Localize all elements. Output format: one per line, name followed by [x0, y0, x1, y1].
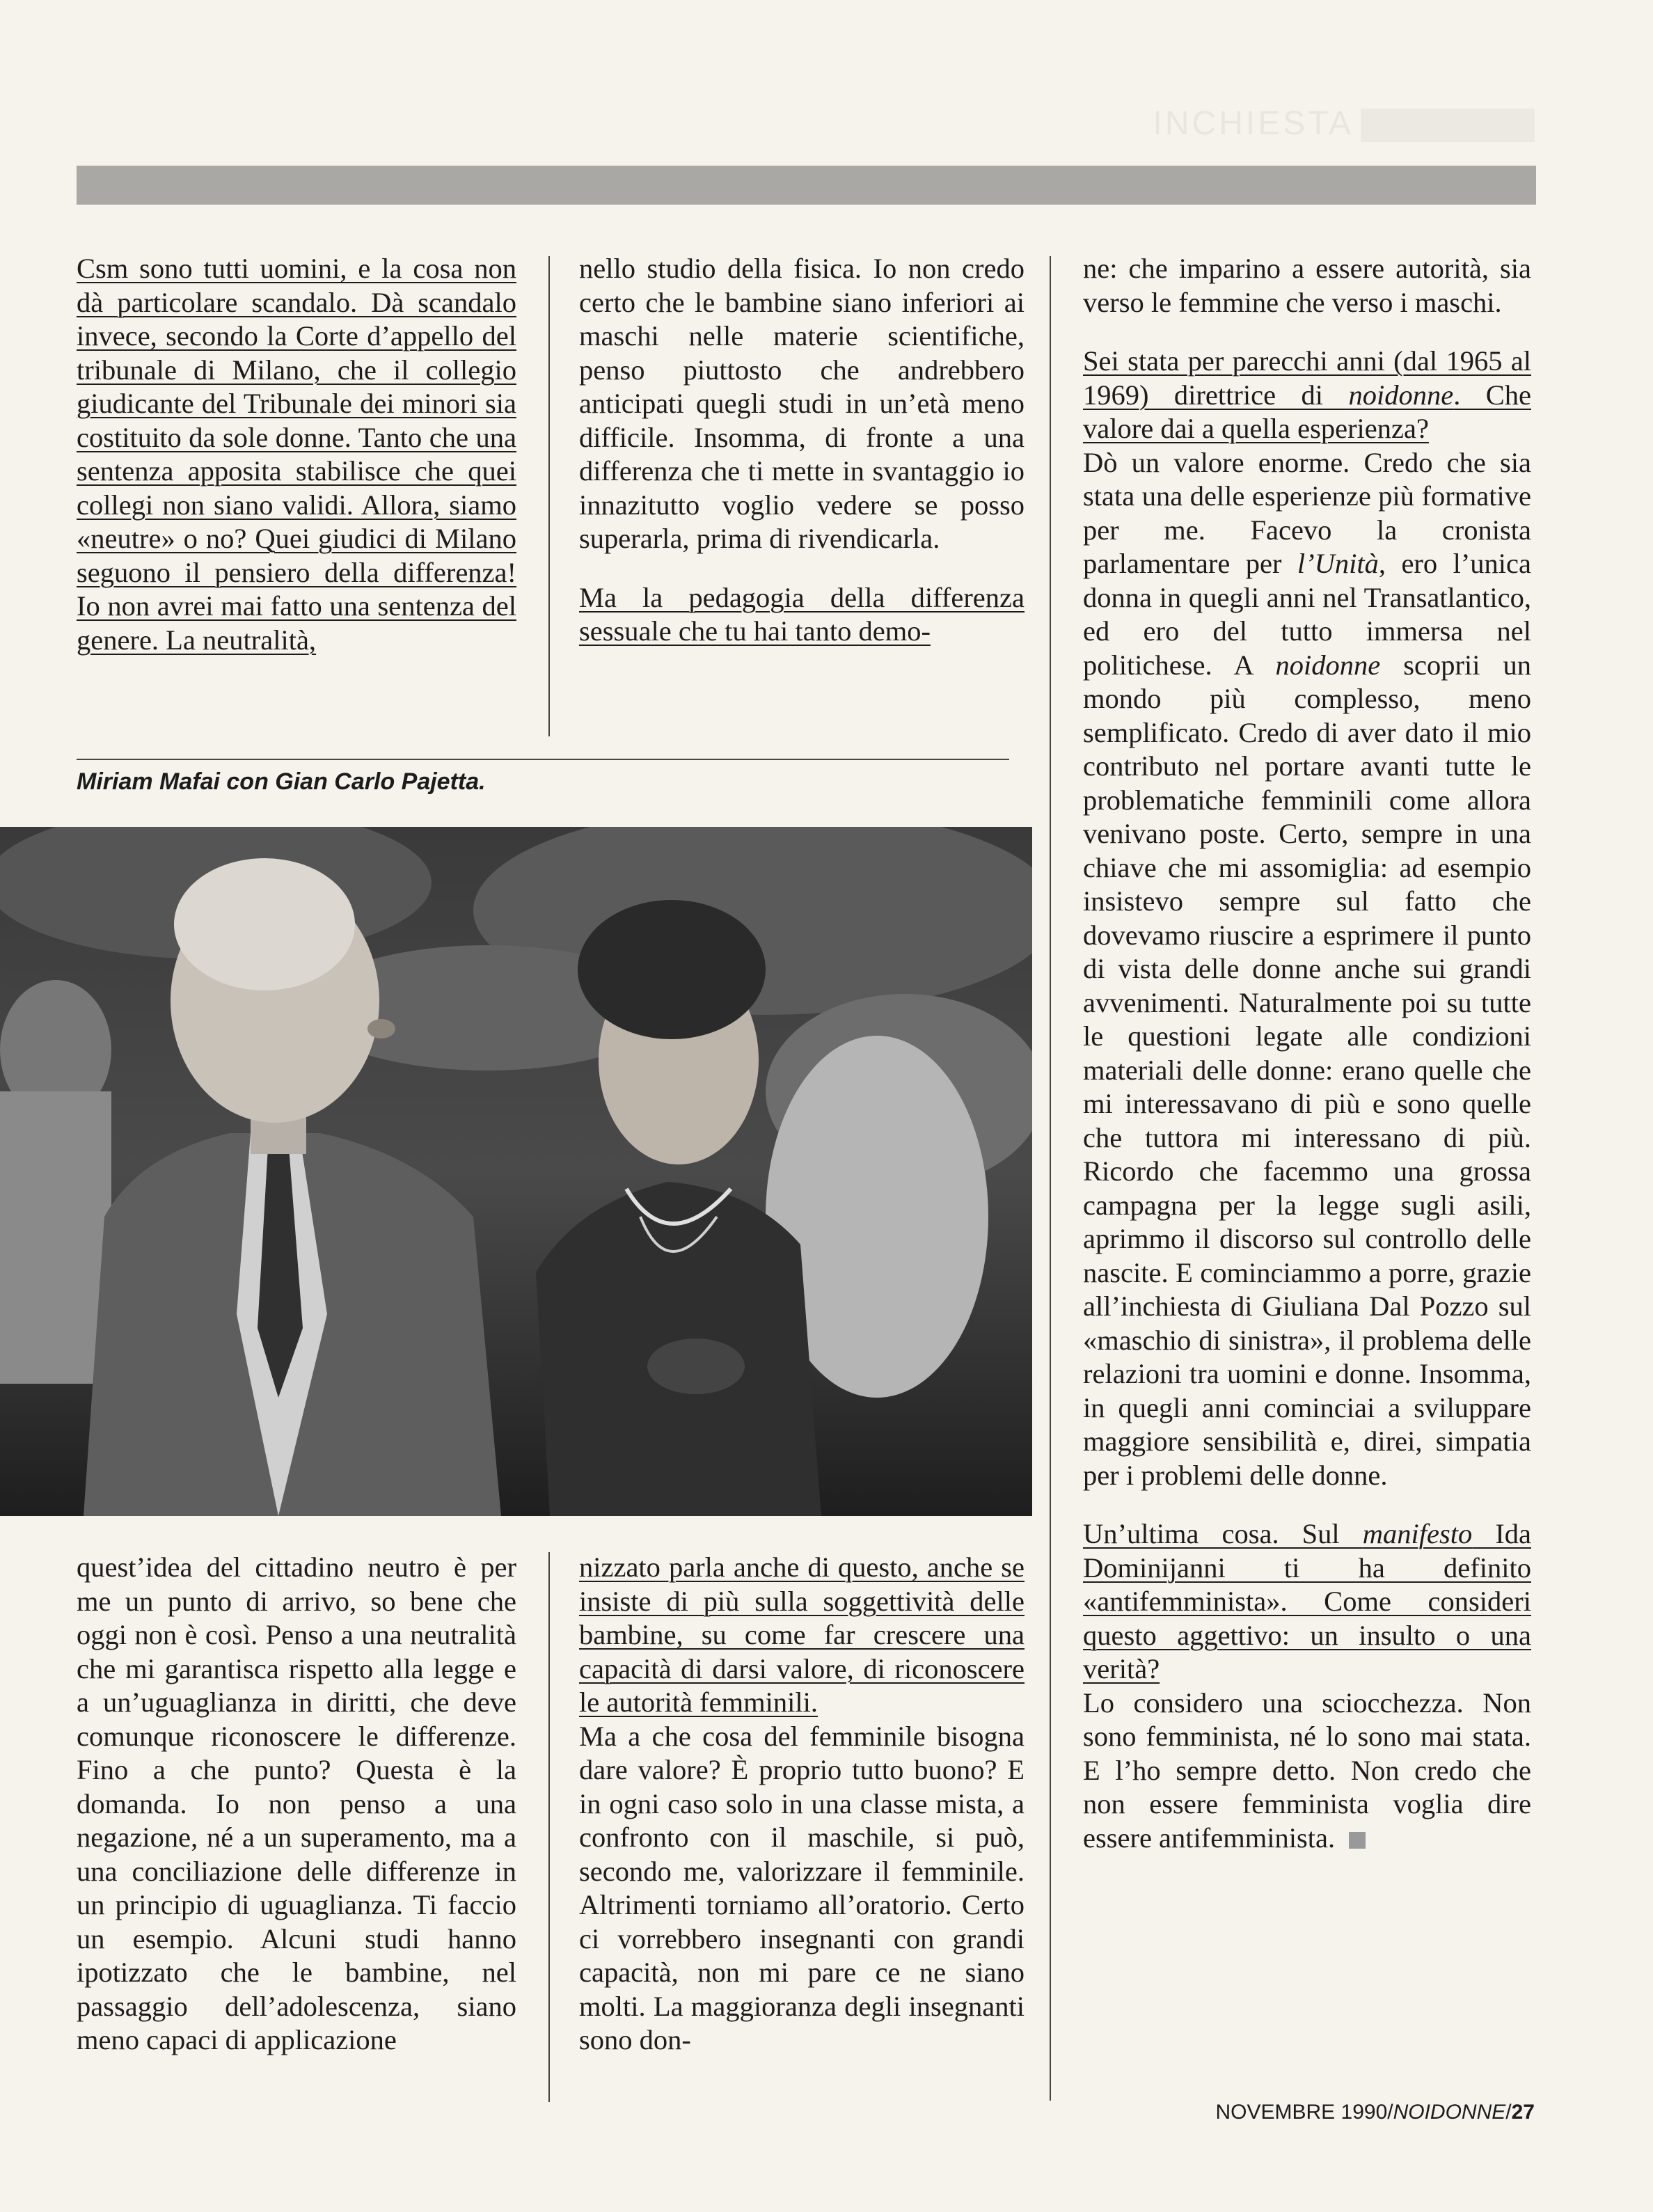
magazine-title: noidonne [1348, 379, 1454, 411]
section-header-ghost [1006, 104, 1535, 146]
answer-paragraph: nello studio della fisica. Io non credo certo che le bambine siano inferiori ai maschi nelle materie scientifiche, penso piuttosto che andrebbero anticipati quegli studi in un’età meno difficile. Insomma, di fronte a una differenza che ti mette in svantaggio io innazitutto voglio vedere se posso superarla, prima di rivendicarla. [579, 253, 1025, 554]
photo-caption: Miriam Mafai con Gian Carlo Pajetta. [77, 759, 1009, 796]
question-paragraph: Ma la pedagogia della differenza sessuale che tu hai tanto demo- [579, 581, 1025, 647]
answer-text: Dò un valore enorme. Credo che sia stata una delle esperienze più formative per me. Facevo la cronista parlamentare per [1083, 446, 1531, 579]
question-text: Ida Dominijanni ti ha definito «antifemminista». Come consideri questo aggettivo: un insulto o una verità? [1083, 1518, 1531, 1684]
header-band [77, 166, 1536, 205]
column-rule [1050, 256, 1051, 2101]
question-text: Un’ultima cosa. Sul [1083, 1518, 1363, 1549]
answer-text: Lo considero una sciocchezza. Non sono femminista, né lo sono mai stata. E l’ho sempre detto. Non credo che non essere femminista voglia dire essere antifemminista. [1083, 1686, 1531, 1854]
photo-illustration [0, 827, 1032, 1516]
question-text: . Che valore dai a quella esperienza? [1083, 379, 1531, 444]
column-rule [548, 1552, 550, 2102]
footer-magazine: NOIDONNE [1393, 2101, 1506, 2124]
column-2-top [579, 252, 1025, 649]
photo-miriam-mafai-pajetta [0, 827, 1032, 1516]
newspaper-title: l’Unità [1297, 548, 1379, 579]
answer-paragraph: ne: che imparino a essere autorità, sia verso le femmine che verso i maschi. [1083, 253, 1531, 318]
magazine-title: noidonne [1275, 649, 1381, 681]
page-footer [1215, 2101, 1535, 2124]
question-paragraph: nizzato parla anche di questo, anche se insiste di più sulla soggettività delle bambine, su come far crescere una capacità di darsi valore, di riconoscere le autorità femminili. [579, 1551, 1025, 1718]
column-3 [1083, 252, 1531, 1855]
answer-text: , ero l’unica donna in quegli anni nel Transatlantico, ed ero del tutto immersa nel politichese. A [1083, 548, 1532, 681]
column-2-bottom [579, 1551, 1025, 2057]
answer-paragraph: Ma a che cosa del femminile bisogna dare valore? È proprio tutto buono? E in ogni caso solo in una classe mista, a confronto con il maschile, si può, secondo me, valorizzare il femminile. Altrimenti torniamo all’oratorio. Certo ci vorrebbero insegnanti con grandi capacità, non mi pare ce ne siano molti. La maggioranza degli insegnanti sono don- [579, 1720, 1025, 2055]
paragraph: quest’idea del cittadino neutro è per me un punto di arrivo, so bene che oggi non è così. Penso a una neutralità che mi garantisca rispetto alla legge e a un’uguaglianza in diritti, che deve comunque riconoscere le differenze. Fino a che punto? Questa è la domanda. Io non penso a una negazione, né a un superamento, ma a una conciliazione delle differenze in un principio di uguaglianza. Ti faccio un esempio. Alcuni studi hanno ipotizzato che le bambine, nel passaggio dell’adolescenza, siano meno capaci di applicazione [77, 1551, 516, 2055]
column-1-bottom [77, 1551, 516, 2057]
answer-paragraph [1083, 446, 1531, 1493]
answer-paragraph [1083, 1686, 1531, 1856]
answer-text: scoprii un mondo più complesso, meno semplificato. Credo di aver dato il mio contributo nel portare avanti tutte le problematiche femminili come allora venivano poste. Certo, sempre in una chiave che mi assomiglia: ad esempio insistevo sempre sul fatto che dovevamo riuscire a esprimere il punto di vista delle donne anche sui grandi avvenimenti. Naturalmente poi su tutte le questioni legate alle condizioni materiali delle donne: erano quelle che mi interessavano di più e sono quelle che tuttora mi interessano di più. Ricordo che facemmo una grossa campagna per la legge sugli asili, aprimmo il discorso sul controllo delle nascite. E cominciammo a porre, grazie all’inchiesta di Giuliana Dal Pozzo sul «maschio di sinistra», il problema delle relazioni tra uomini e donne. Insomma, in quegli anni cominciai a sviluppare maggiore sensibilità e, direi, simpatia per i problemi delle donne. [1083, 649, 1531, 1491]
column-rule [548, 256, 550, 736]
page-number: 27 [1511, 2101, 1535, 2124]
paragraph: Csm sono tutti uomini, e la cosa non dà particolare scandalo. Dà scandalo invece, secondo la Corte d’appello del tribunale di Milano, che il collegio giudicante del Tribunale dei minori sia costituito da sole donne. Tanto che una sentenza apposita stabilisce che quei collegi non siano validi. Allora, siamo «neutre» o no? Quei giudici di Milano seguono il pensiero della differenza! Io non avrei mai fatto una sentenza del genere. La neutralità, [77, 253, 516, 656]
end-mark [1349, 1832, 1366, 1849]
column-1-top [77, 252, 516, 657]
question-paragraph [1083, 345, 1531, 446]
section-label: INCHIESTA [1153, 105, 1354, 142]
header-block [1361, 109, 1535, 142]
footer-separator: / [1505, 2101, 1512, 2124]
question-text: Sei stata per parecchi anni (dal 1965 al 1969) direttrice di [1083, 345, 1531, 411]
footer-date: NOVEMBRE 1990/ [1215, 2101, 1393, 2124]
question-paragraph [1083, 1517, 1531, 1686]
newspaper-title: manifesto [1362, 1518, 1473, 1549]
